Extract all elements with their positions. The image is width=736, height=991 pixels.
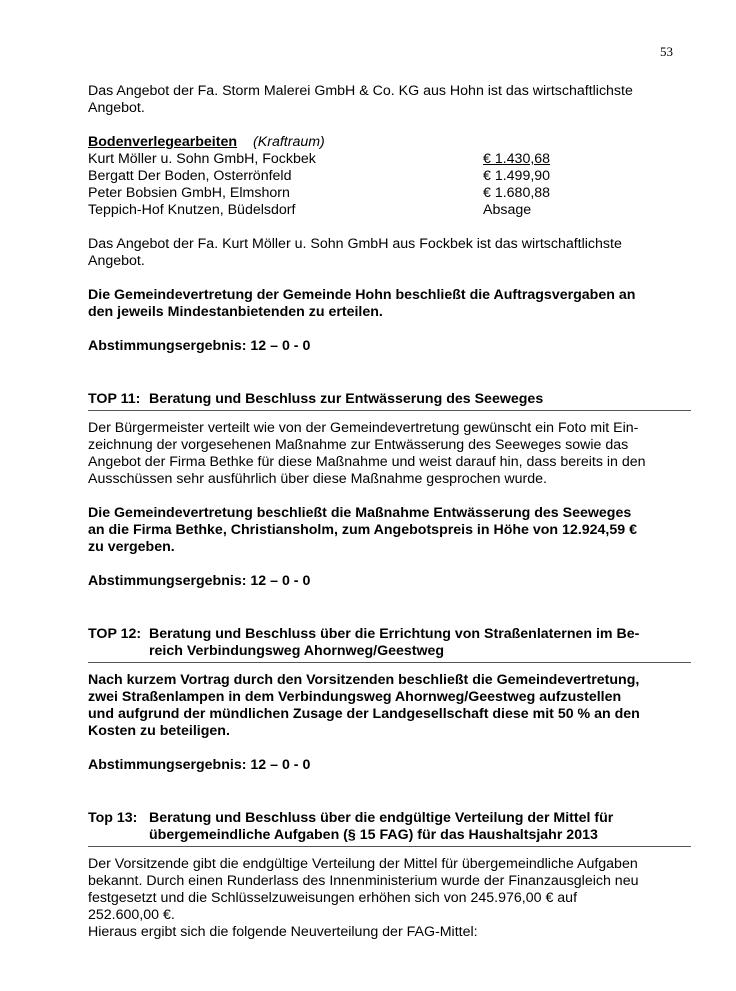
top12-resolution-line: Nach kurzem Vortrag durch den Vorsitzenden beschließt die Gemeindevertretung, [88,672,640,688]
bid-row [88,202,558,219]
bid-price: € 1.680,88 [483,185,551,201]
document-body [88,83,678,941]
bid-price: € 1.430,68 [483,151,551,167]
paragraph-moeller-1: Das Angebot der Fa. Kurt Möller u. Sohn GmbH aus Fockbek ist das wirtschaftlichste [88,236,622,252]
bid-price: € 1.499,90 [483,168,551,184]
top13-body-line: Der Vorsitzende gibt die endgültige Verteilung der Mittel für übergemeindliche Aufgaben [88,856,638,872]
bid-table [88,151,558,219]
top12-title-line: reich Verbindungsweg Ahornweg/Geestweg [149,643,445,659]
top12-resolution-line: Kosten zu beteiligen. [88,723,230,739]
paragraph-moeller-2: Angebot. [88,253,145,269]
paragraph-storm-1: Das Angebot der Fa. Storm Malerei GmbH & Co. KG aus Hohn ist das wirtschaftlichste [88,83,633,99]
vote-result-1: Abstimmungsergebnis: 12 – 0 - 0 [88,338,311,354]
bid-row [88,185,558,202]
top13-title-line: Beratung und Beschluss über die endgültige Verteilung der Mittel für [149,810,614,826]
top11-heading [88,391,691,411]
bid-price: Absage [483,202,532,218]
top11-resolution-line: zu vergeben. [88,539,175,555]
top12-resolution-line: zwei Straßenlampen in dem Verbindungsweg Ahornweg/Geestweg aufzustellen [88,689,622,705]
bid-row [88,151,558,168]
bidder-name: Teppich-Hof Knutzen, Büdelsdorf [88,202,296,218]
bidder-name: Bergatt Der Boden, Osterrönfeld [88,168,292,184]
top13-body-line: Hieraus ergibt sich die folgende Neuverteilung der FAG-Mittel: [88,924,478,940]
top13-body-line: 252.600,00 €. [88,907,175,923]
top12-title-line: Beratung und Beschluss über die Errichtung von Straßenlaternen im Be- [149,626,640,642]
top11-body-line: Angebot der Firma Bethke für diese Maßnahme und weist darauf hin, dass bereits in den [88,454,646,470]
top13-body-line: bekannt. Durch einen Runderlass des Innenministerium wurde der Finanzausgleich neu [88,873,639,889]
top11-resolution-line: an die Firma Bethke, Christiansholm, zum Angebotspreis in Höhe von 12.924,59 € [88,522,637,538]
top12-resolution-line: und aufgrund der mündlichen Zusage der Landgesellschaft diese mit 50 % an den [88,706,640,722]
top11-resolution-line: Die Gemeindevertretung beschließt die Maßnahme Entwässerung des Seeweges [88,505,632,521]
top12-title [149,626,691,660]
boden-note: (Kraftraum) [253,134,325,150]
resolution-1-line1: Die Gemeindevertretung der Gemeinde Hohn beschließt die Auftragsvergaben an [88,287,636,303]
top11-vote-result: Abstimmungsergebnis: 12 – 0 - 0 [88,573,311,589]
top13-title-line: übergemeindliche Aufgaben (§ 15 FAG) für das Haushaltsjahr 2013 [149,827,598,843]
top13-body-line: festgesetzt und die Schlüsselzuweisungen erhöhen sich von 245.976,00 € auf [88,890,578,906]
top11-body-line: Der Bürgermeister verteilt wie von der Gemeindevertretung gewünscht ein Foto mit Ein- [88,420,639,436]
top11-body-line: Ausschüssen sehr ausführlich über diese Maßnahme gesprochen wurde. [88,471,547,487]
boden-header [88,134,678,151]
top12-label: TOP 12: [88,626,142,642]
top11-label: TOP 11: [88,391,141,407]
boden-title: Bodenverlegearbeiten [88,134,238,150]
top11-body-line: zeichnung der vorgesehenen Maßnahme zur Entwässerung des Seeweges sowie das [88,437,629,453]
bidder-name: Peter Bobsien GmbH, Elmshorn [88,185,290,201]
top11-title: Beratung und Beschluss zur Entwässerung des Seeweges [149,391,544,407]
resolution-1-line2: den jeweils Mindestanbietenden zu erteilen. [88,304,383,320]
paragraph-storm-2: Angebot. [88,100,145,116]
top12-vote-result: Abstimmungsergebnis: 12 – 0 - 0 [88,757,311,773]
bid-row [88,168,558,185]
top12-heading [88,626,691,663]
top13-label: Top 13: [88,810,138,826]
top13-heading [88,810,691,847]
page-number: 53 [660,44,673,59]
bidder-name: Kurt Möller u. Sohn GmbH, Fockbek [88,151,316,167]
top13-title [149,810,691,844]
